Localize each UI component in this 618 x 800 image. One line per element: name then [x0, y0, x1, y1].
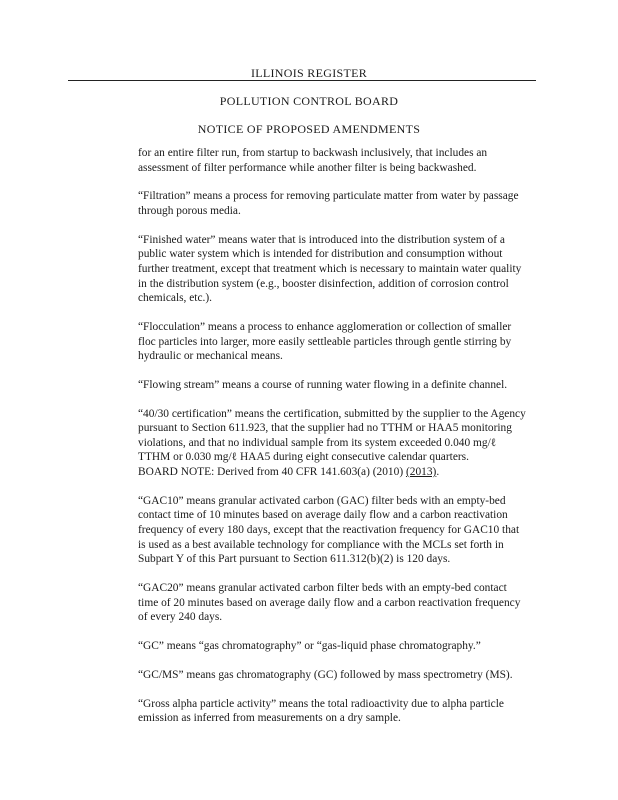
register-title: ILLINOIS REGISTER [250, 66, 368, 80]
body-text [138, 146, 528, 740]
notice-title: NOTICE OF PROPOSED AMENDMENTS [197, 122, 421, 136]
definition-gc: “GC” means “gas chromatography” or “gas-liquid phase chromatography.” [138, 639, 481, 652]
definition-finished-water: “Finished water” means water that is introduced into the distribution system of a public water system which is intended for distribution and consumption without further treatment, except that treatment which is necessary to maintain water quality in the distribution system (e.g., booster disinfection, addition of corrosion control chemicals, etc.). [138, 233, 522, 305]
board-note [138, 465, 528, 480]
definition-gc-ms: “GC/MS” means gas chromatography (GC) followed by mass spectrometry (MS). [138, 668, 513, 681]
definition-filtration: “Filtration” means a process for removing particulate matter from water by passage through porous media. [138, 190, 519, 217]
definition-gac20: “GAC20” means granular activated carbon filter beds with an empty-bed contact time of 20 minutes based on average daily flow and a carbon reactivation frequency of every 240 days. [138, 581, 521, 624]
definition-gross-alpha: “Gross alpha particle activity” means the total radioactivity due to alpha particle emission as inferred from measurements on a dry sample. [138, 697, 504, 725]
header-rule [68, 80, 536, 81]
board-title: POLLUTION CONTROL BOARD [219, 94, 399, 108]
definition-flocculation: “Flocculation” means a process to enhance agglomeration or collection of smaller floc particles into larger, more easily settleable particles through gentle stirring by hydraulic or mechanical means. [138, 320, 512, 363]
definition-40-30-certification: “40/30 certification” means the certification, submitted by the supplier to the Agency pursuant to Section 611.923, that the supplier had no TTHM or HAA5 monitoring violations, and that no individual sample from its system exceeded 0.040 mg/ℓ TTHM or 0.030 mg/ℓ HAA5 during eight consecutive calendar quarters. [138, 407, 526, 464]
definition-gac10: “GAC10” means granular activated carbon (GAC) filter beds with an empty-bed contact time of 10 minutes based on average daily flow and a carbon reactivation frequency of every 180 days, except that the reactivation frequency for GAC10 that is used as a best available technology for compliance with the MCLs set forth in Subpart Y of this Part pursuant to Section 611.312(b)(2) is 120 days. [138, 494, 520, 566]
board-note-added-year: (2013) [405, 466, 437, 479]
definition-flowing-stream: “Flowing stream” means a course of running water flowing in a definite channel. [138, 378, 508, 391]
board-note-text: BOARD NOTE: Derived from 40 CFR 141.603(a) (2010) [138, 466, 406, 479]
board-note-end: . [436, 466, 440, 479]
paragraph-filter-run: for an entire filter run, from startup to backwash inclusively, that includes an assessment of filter performance while another filter is being backwashed. [138, 147, 488, 174]
